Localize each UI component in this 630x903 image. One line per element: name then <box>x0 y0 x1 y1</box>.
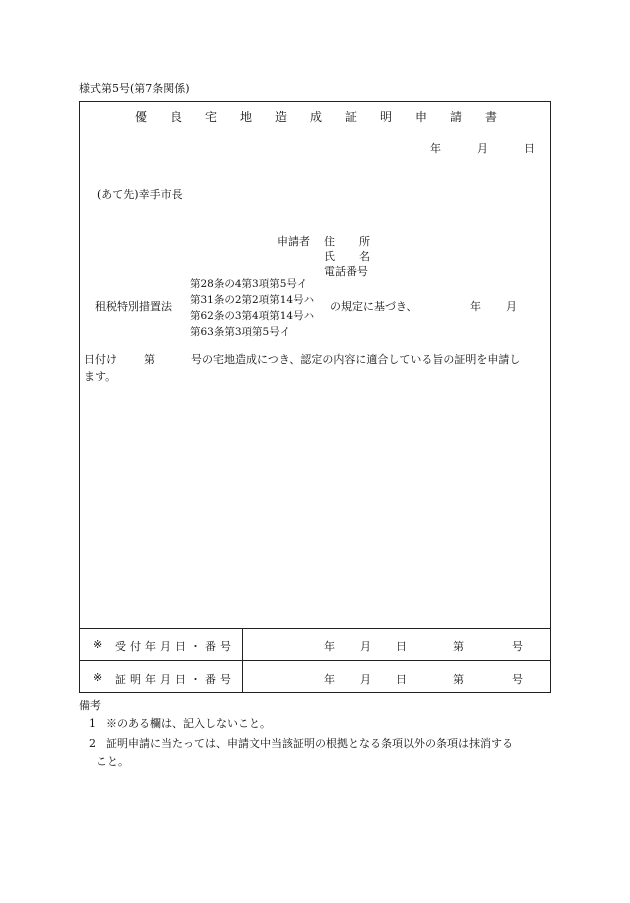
reception-label-char: 付 <box>130 640 141 653</box>
title-char: 優 <box>135 110 148 124</box>
certification-label-char: 証 <box>115 673 126 686</box>
remarks-heading: 備考 <box>79 699 101 712</box>
remark-text-continued: こと。 <box>96 755 129 768</box>
certification-year: 年 <box>324 673 335 686</box>
applicant-label: 申請者 <box>277 235 310 248</box>
title-char: 良 <box>170 110 183 124</box>
reception-day: 日 <box>396 640 407 653</box>
addressee: (あて先)幸手市長 <box>97 188 183 201</box>
article-item: 第31条の2第2項第14号ハ <box>190 294 315 306</box>
reception-month: 月 <box>360 640 371 653</box>
row-divider <box>79 660 551 661</box>
certification-label-char: ・ <box>190 673 201 686</box>
row-divider <box>79 628 551 629</box>
address-label-char: 住 <box>324 235 335 248</box>
reception-label-char: 月 <box>160 640 171 653</box>
address-label-char: 所 <box>359 235 370 248</box>
basis-year: 年 <box>470 300 481 313</box>
body-sentence: 号の宅地造成につき、認定の内容に適合している旨の証明を申請し <box>191 353 521 366</box>
date-year: 年 <box>430 142 441 155</box>
reception-mark: ※ <box>93 638 103 651</box>
title-char: 造 <box>275 110 288 124</box>
basis-text: の規定に基づき、 <box>330 300 418 313</box>
title-char: 申 <box>415 110 428 124</box>
remark-text: 証明申請に当たっては、申請文中当該証明の根拠となる条項以外の条項は抹消する <box>106 737 513 750</box>
title-char: 地 <box>240 110 253 124</box>
date-month: 月 <box>477 142 488 155</box>
article-item: 第62条の3第4項第14号ハ <box>190 310 315 322</box>
reception-label-char: 番 <box>205 640 216 653</box>
article-list <box>190 276 314 340</box>
certification-go: 号 <box>512 673 523 686</box>
certification-month: 月 <box>360 673 371 686</box>
title-char: 書 <box>485 110 498 124</box>
certification-label-char: 年 <box>145 673 156 686</box>
body-day-label: 日付け <box>84 353 117 366</box>
certification-day: 日 <box>396 673 407 686</box>
column-divider <box>242 628 243 693</box>
certification-label-char: 月 <box>160 673 171 686</box>
certification-mark: ※ <box>93 671 103 684</box>
body-sentence-end: ます。 <box>84 370 117 383</box>
form-number-label: 様式第5号(第7条関係) <box>79 82 190 95</box>
body-dai: 第 <box>144 353 155 366</box>
certification-dai: 第 <box>453 673 464 686</box>
reception-label-char: 受 <box>115 640 126 653</box>
certification-label-char: 番 <box>205 673 216 686</box>
reception-go: 号 <box>512 640 523 653</box>
remark-number: 2 <box>89 737 96 750</box>
date-day: 日 <box>524 142 535 155</box>
title-char: 宅 <box>205 110 218 124</box>
title-char: 証 <box>345 110 358 124</box>
certification-label-char: 明 <box>130 673 141 686</box>
certification-label-char: 日 <box>175 673 186 686</box>
certification-label-char: 号 <box>220 673 231 686</box>
remark-text: ※のある欄は、記入しないこと。 <box>106 717 271 730</box>
basis-month: 月 <box>506 300 517 313</box>
article-item: 第63条第3項第5号イ <box>190 326 291 338</box>
reception-label-char: 年 <box>145 640 156 653</box>
reception-label-char: 号 <box>220 640 231 653</box>
reception-label-char: ・ <box>190 640 201 653</box>
article-item: 第28条の4第3項第5号イ <box>190 278 308 290</box>
reception-label-char: 日 <box>175 640 186 653</box>
phone-label: 電話番号 <box>324 265 368 278</box>
reception-dai: 第 <box>453 640 464 653</box>
remark-number: 1 <box>89 717 96 730</box>
title-char: 成 <box>310 110 323 124</box>
title-char: 請 <box>450 110 463 124</box>
name-label-char: 氏 <box>324 250 335 263</box>
reception-year: 年 <box>324 640 335 653</box>
name-label-char: 名 <box>359 250 370 263</box>
law-name: 租税特別措置法 <box>95 300 172 313</box>
title-char: 明 <box>380 110 393 124</box>
